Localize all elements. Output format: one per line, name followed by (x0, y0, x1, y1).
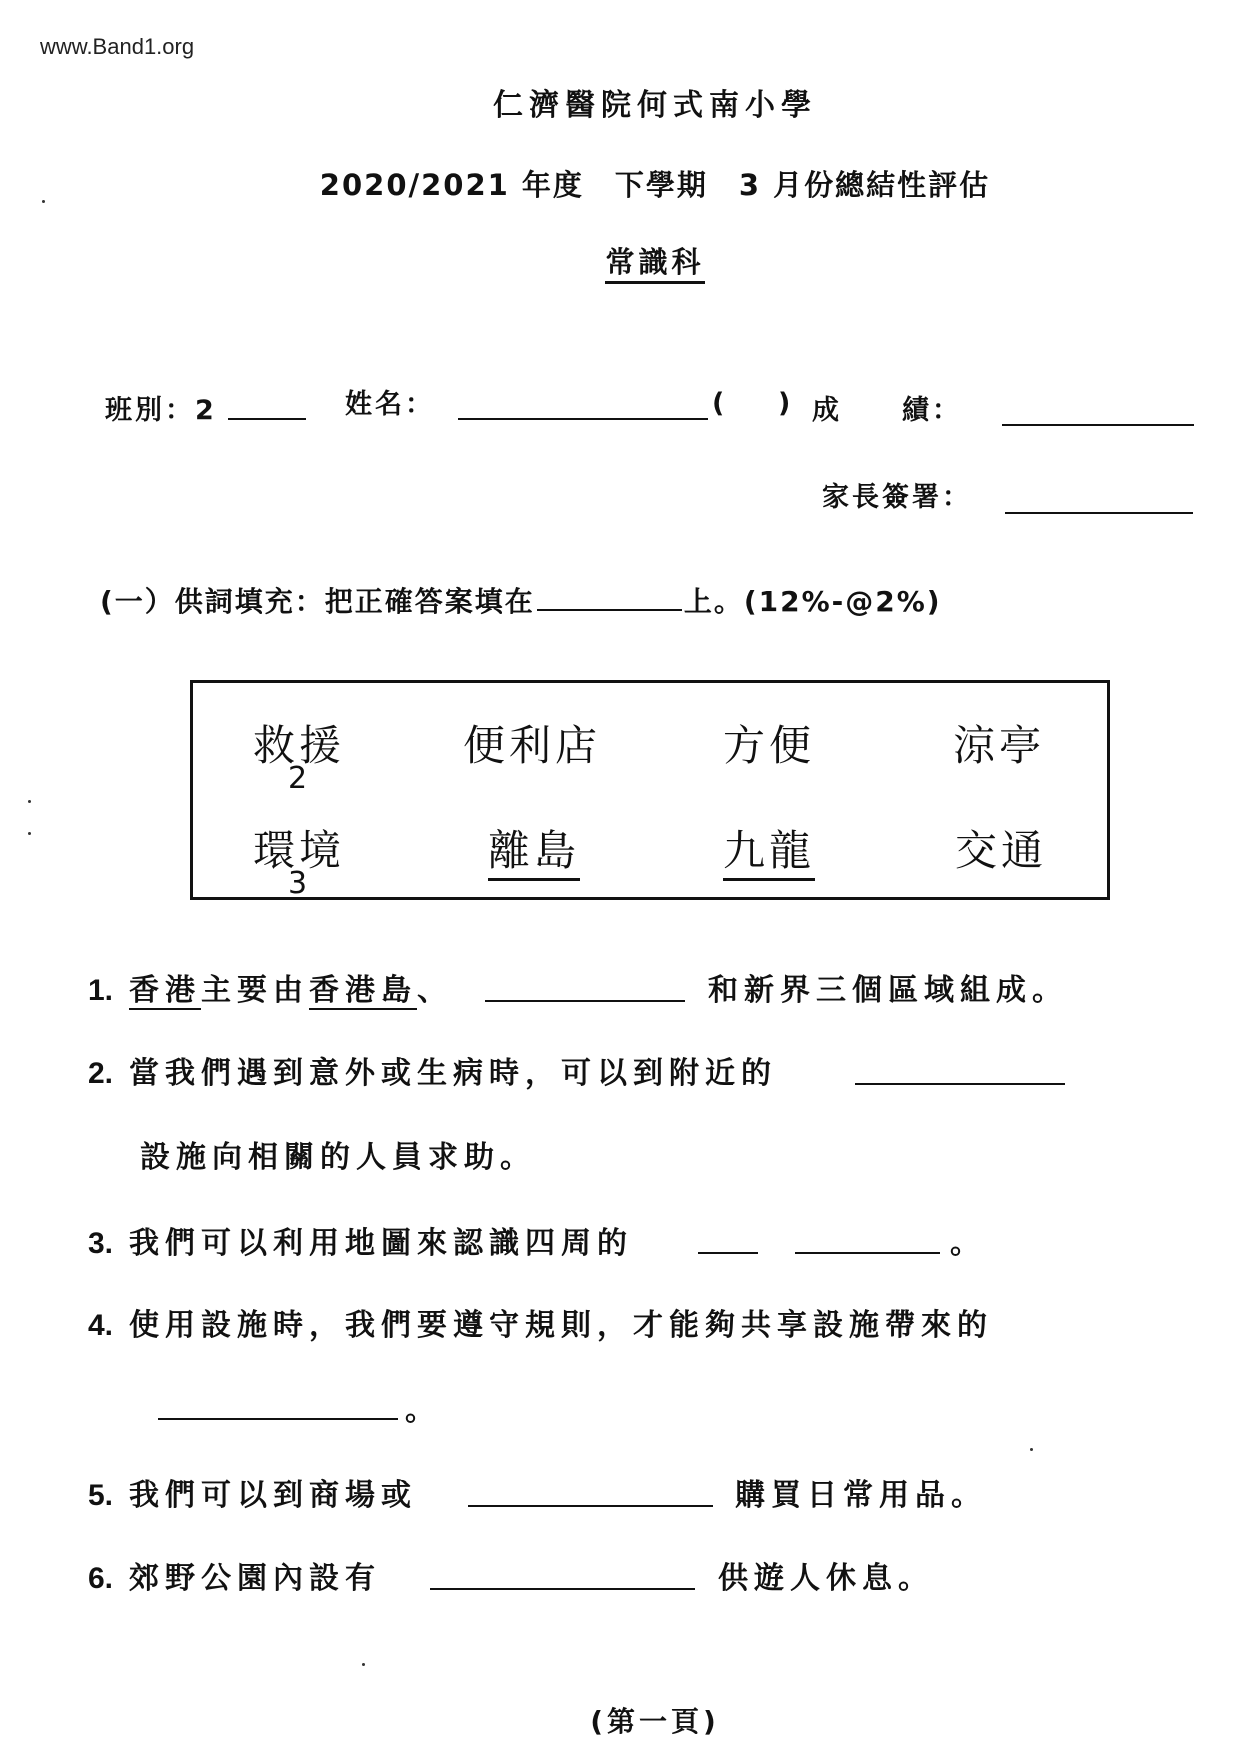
question-5-end: 購買日常用品。 (735, 1478, 987, 1513)
word-item: 環境 (253, 826, 346, 875)
handwritten-mark: 2 (288, 761, 308, 796)
name-label: 姓名： (345, 389, 435, 420)
answer-blank-4[interactable] (158, 1418, 398, 1420)
question-2-line2: 設施向相關的人員求助。 (140, 1140, 536, 1175)
question-5: 5. 我們可以到商場或 (88, 1478, 418, 1513)
number-bracket-close: ) (778, 388, 794, 419)
question-4: 4. 使用設施時，我們要遵守規則，才能夠共享設施帶來的 (88, 1308, 994, 1343)
word-item: 便利店 (463, 721, 602, 770)
name-field[interactable] (458, 418, 708, 420)
word-item: 九龍 (723, 818, 815, 881)
section-heading: (一）供詞填充：把正確答案填在 上。(12%-@2%) (100, 585, 942, 618)
scan-speck (28, 800, 31, 803)
question-6-end: 供遊人休息。 (718, 1561, 934, 1596)
question-3: 3. 我們可以利用地圖來認識四周的 (88, 1226, 634, 1261)
word-item: 交通 (955, 826, 1048, 875)
scan-speck (42, 200, 45, 203)
question-4-end: 。 (405, 1393, 441, 1428)
answer-blank-5[interactable] (468, 1505, 713, 1507)
answer-blank-1[interactable] (485, 1000, 685, 1002)
answer-blank-3b[interactable] (795, 1252, 940, 1254)
number-bracket-open: ( (712, 388, 728, 419)
assessment-title: 2020/2021 年度 下學期 3 月份總結性評估 (319, 168, 991, 202)
parent-signature-label: 家長簽署： (822, 482, 972, 513)
question-1-end: 和新界三個區域組成。 (708, 973, 1068, 1008)
word-item: 離島 (488, 818, 580, 881)
question-1: 1. 香港主要由香港島、 (88, 973, 454, 1008)
school-name: 仁濟醫院何式南小學 (493, 88, 817, 123)
parent-signature-field[interactable] (1005, 512, 1193, 514)
grade-field[interactable] (1002, 424, 1194, 426)
handwritten-mark: 3 (288, 866, 308, 901)
subject-title: 常識科 (0, 240, 1240, 281)
question-6: 6. 郊野公園內設有 (88, 1561, 382, 1596)
question-2: 2. 當我們遇到意外或生病時，可以到附近的 (88, 1056, 778, 1091)
word-item: 救援 (253, 721, 346, 770)
grade-label: 成 績： (812, 395, 962, 426)
class-field[interactable] (228, 418, 306, 420)
answer-blank-6[interactable] (430, 1588, 695, 1590)
page-number: (第一頁) (590, 1705, 720, 1738)
question-3-end: 。 (950, 1226, 986, 1261)
word-bank (190, 680, 1110, 900)
answer-blank-2[interactable] (855, 1083, 1065, 1085)
scan-speck (1030, 1448, 1033, 1451)
scan-speck (362, 1663, 365, 1666)
word-item: 涼亭 (953, 721, 1046, 770)
answer-blank-3a[interactable] (698, 1252, 758, 1254)
word-item: 方便 (723, 721, 816, 770)
scan-speck (28, 832, 31, 835)
class-label: 班別：2 (105, 395, 217, 426)
watermark: www.Band1.org (40, 34, 195, 59)
